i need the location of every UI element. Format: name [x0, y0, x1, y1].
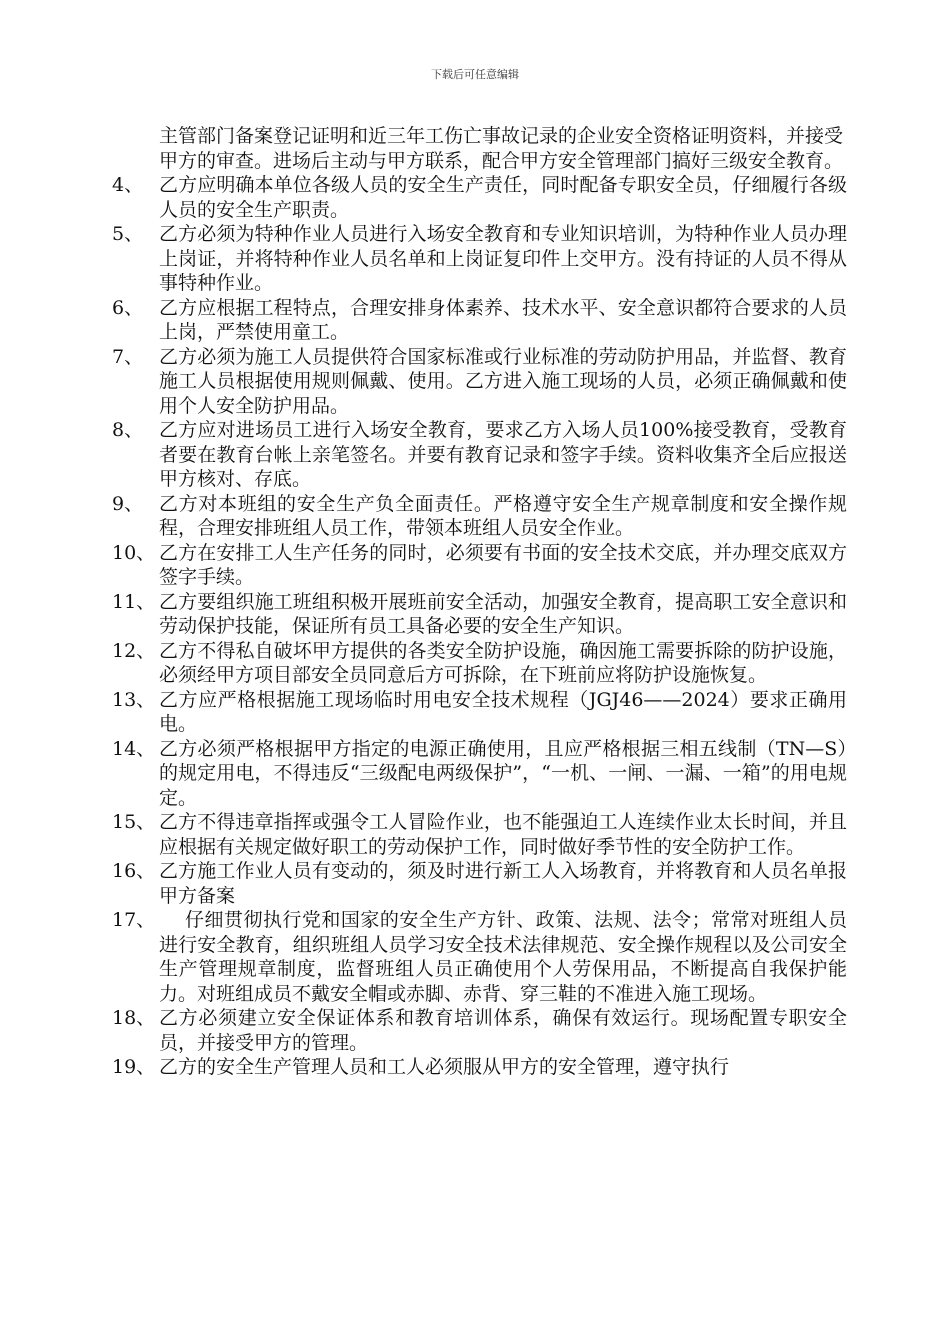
item-number: 8、 — [112, 419, 144, 441]
item-text: 乙方必须为施工人员提供符合国家标准或行业标准的劳动防护用品，并监督、教育施工人员根据使用规则佩戴、使用。乙方进入施工现场的人员，必须正确佩戴和使用个人安全防护用品。 — [159, 345, 847, 417]
item-text: 乙方应根据工程特点，合理安排身体素养、技术水平、安全意识都符合要求的人员上岗，严禁使用童工。 — [159, 296, 847, 343]
item-text: 乙方要组织施工班组积极开展班前安全活动，加强安全教育，提高职工安全意识和劳动保护技能，保证所有员工具备必要的安全生产知识。 — [159, 590, 847, 637]
item-text: 乙方必须严格根据甲方指定的电源正确使用，且应严格根据三相五线制（TN—S）的规定用电，不得违反“三级配电两级保护”，“一机、一闸、一漏、一箱”的用电规定。 — [159, 737, 847, 809]
item-text: 乙方的安全生产管理人员和工人必须服从甲方的安全管理，遵守执行 — [159, 1056, 730, 1078]
item-number: 14、 — [112, 737, 156, 760]
item-text: 乙方必须建立安全保证体系和教育培训体系，确保有效运行。现场配置专职安全员，并接受甲方的管理。 — [159, 1007, 847, 1054]
document-body — [112, 124, 847, 1080]
item-text: 乙方不得违章指挥或强令工人冒险作业，也不能强迫工人连续作业太长时间，并且应根据有关规定做好职工的劳动保护工作，同时做好季节性的安全防护工作。 — [159, 811, 847, 858]
item-text: 乙方应对进场员工进行入场安全教育，要求乙方入场人员100%接受教育，受教育者要在教育台帐上亲笔签名。并要有教育记录和签字手续。资料收集齐全后应报送甲方核对、存底。 — [159, 419, 847, 490]
item-number: 16、 — [112, 860, 156, 882]
item-number: 17、 — [112, 909, 156, 931]
list-item-18 — [112, 1006, 847, 1055]
list-item-5 — [112, 222, 847, 296]
item-number: 11、 — [112, 590, 156, 613]
list-item-4 — [112, 173, 847, 222]
list-item-11 — [112, 590, 847, 639]
item-text: 乙方应明确本单位各级人员的安全生产责任，同时配备专职安全员，仔细履行各级人员的安全生产职责。 — [159, 174, 847, 221]
item-text: 乙方在安排工人生产任务的同时，必须要有书面的安全技术交底，并办理交底双方签字手续。 — [159, 541, 847, 588]
item-text: 乙方对本班组的安全生产负全面责任。严格遵守安全生产规章制度和安全操作规程，合理安排班组人员工作，带领本班组人员安全作业。 — [159, 492, 847, 539]
list-item-8 — [112, 418, 847, 492]
item-number: 18、 — [112, 1007, 156, 1029]
item-number: 7、 — [112, 345, 144, 368]
item-number: 5、 — [112, 223, 144, 245]
item-text: 乙方施工作业人员有变动的，须及时进行新工人入场教育，并将教育和人员名单报甲方备案 — [159, 860, 847, 907]
item-number: 15、 — [112, 811, 156, 833]
item-number: 6、 — [112, 296, 144, 319]
item-number: 9、 — [112, 492, 144, 515]
item-text: 乙方不得私自破坏甲方提供的各类安全防护设施，确因施工需要拆除的防护设施，必须经甲方项目部安全员同意后方可拆除，在下班前应将防护设施恢复。 — [159, 639, 847, 686]
item-text: 乙方必须为特种作业人员进行入场安全教育和专业知识培训，为特种作业人员办理上岗证，并将特种作业人员名单和上岗证复印件上交甲方。没有持证的人员不得从事特种作业。 — [159, 223, 847, 294]
item-number: 19、 — [112, 1056, 156, 1078]
continued-paragraph: 主管部门备案登记证明和近三年工伤亡事故记录的企业安全资格证明资料，并接受甲方的审查。进场后主动与甲方联系，配合甲方安全管理部门搞好三级安全教育。 — [159, 125, 844, 172]
list-item-19 — [112, 1055, 847, 1080]
page-header-note: 下载后可任意编辑 — [431, 68, 519, 81]
list-item-10 — [112, 541, 847, 590]
item-text: 仔细贯彻执行党和国家的安全生产方针、政策、法规、法令；常常对班组人员进行安全教育，组织班组人员学习安全技术法律规范、安全操作规程以及公司安全生产管理规章制度，监督班组人员正确使用个人劳保用品，不断提高自我保护能力。对班组成员不戴安全帽或赤脚、赤背、穿三鞋的不准进入施工现场。 — [159, 909, 847, 1005]
list-item-12 — [112, 639, 847, 688]
list-item-14 — [112, 737, 847, 811]
item-number: 10、 — [112, 541, 156, 564]
item-text: 乙方应严格根据施工现场临时用电安全技术规程（JGJ46——2024）要求正确用电。 — [159, 688, 847, 735]
list-item-17 — [112, 908, 847, 1006]
item-number: 12、 — [112, 639, 156, 662]
list-item-15 — [112, 810, 847, 859]
item-number: 4、 — [112, 174, 144, 196]
item-number: 13、 — [112, 688, 156, 711]
list-item-6 — [112, 296, 847, 345]
list-item-9 — [112, 492, 847, 541]
list-item-16 — [112, 859, 847, 908]
list-item-13 — [112, 688, 847, 737]
list-item-7 — [112, 345, 847, 419]
